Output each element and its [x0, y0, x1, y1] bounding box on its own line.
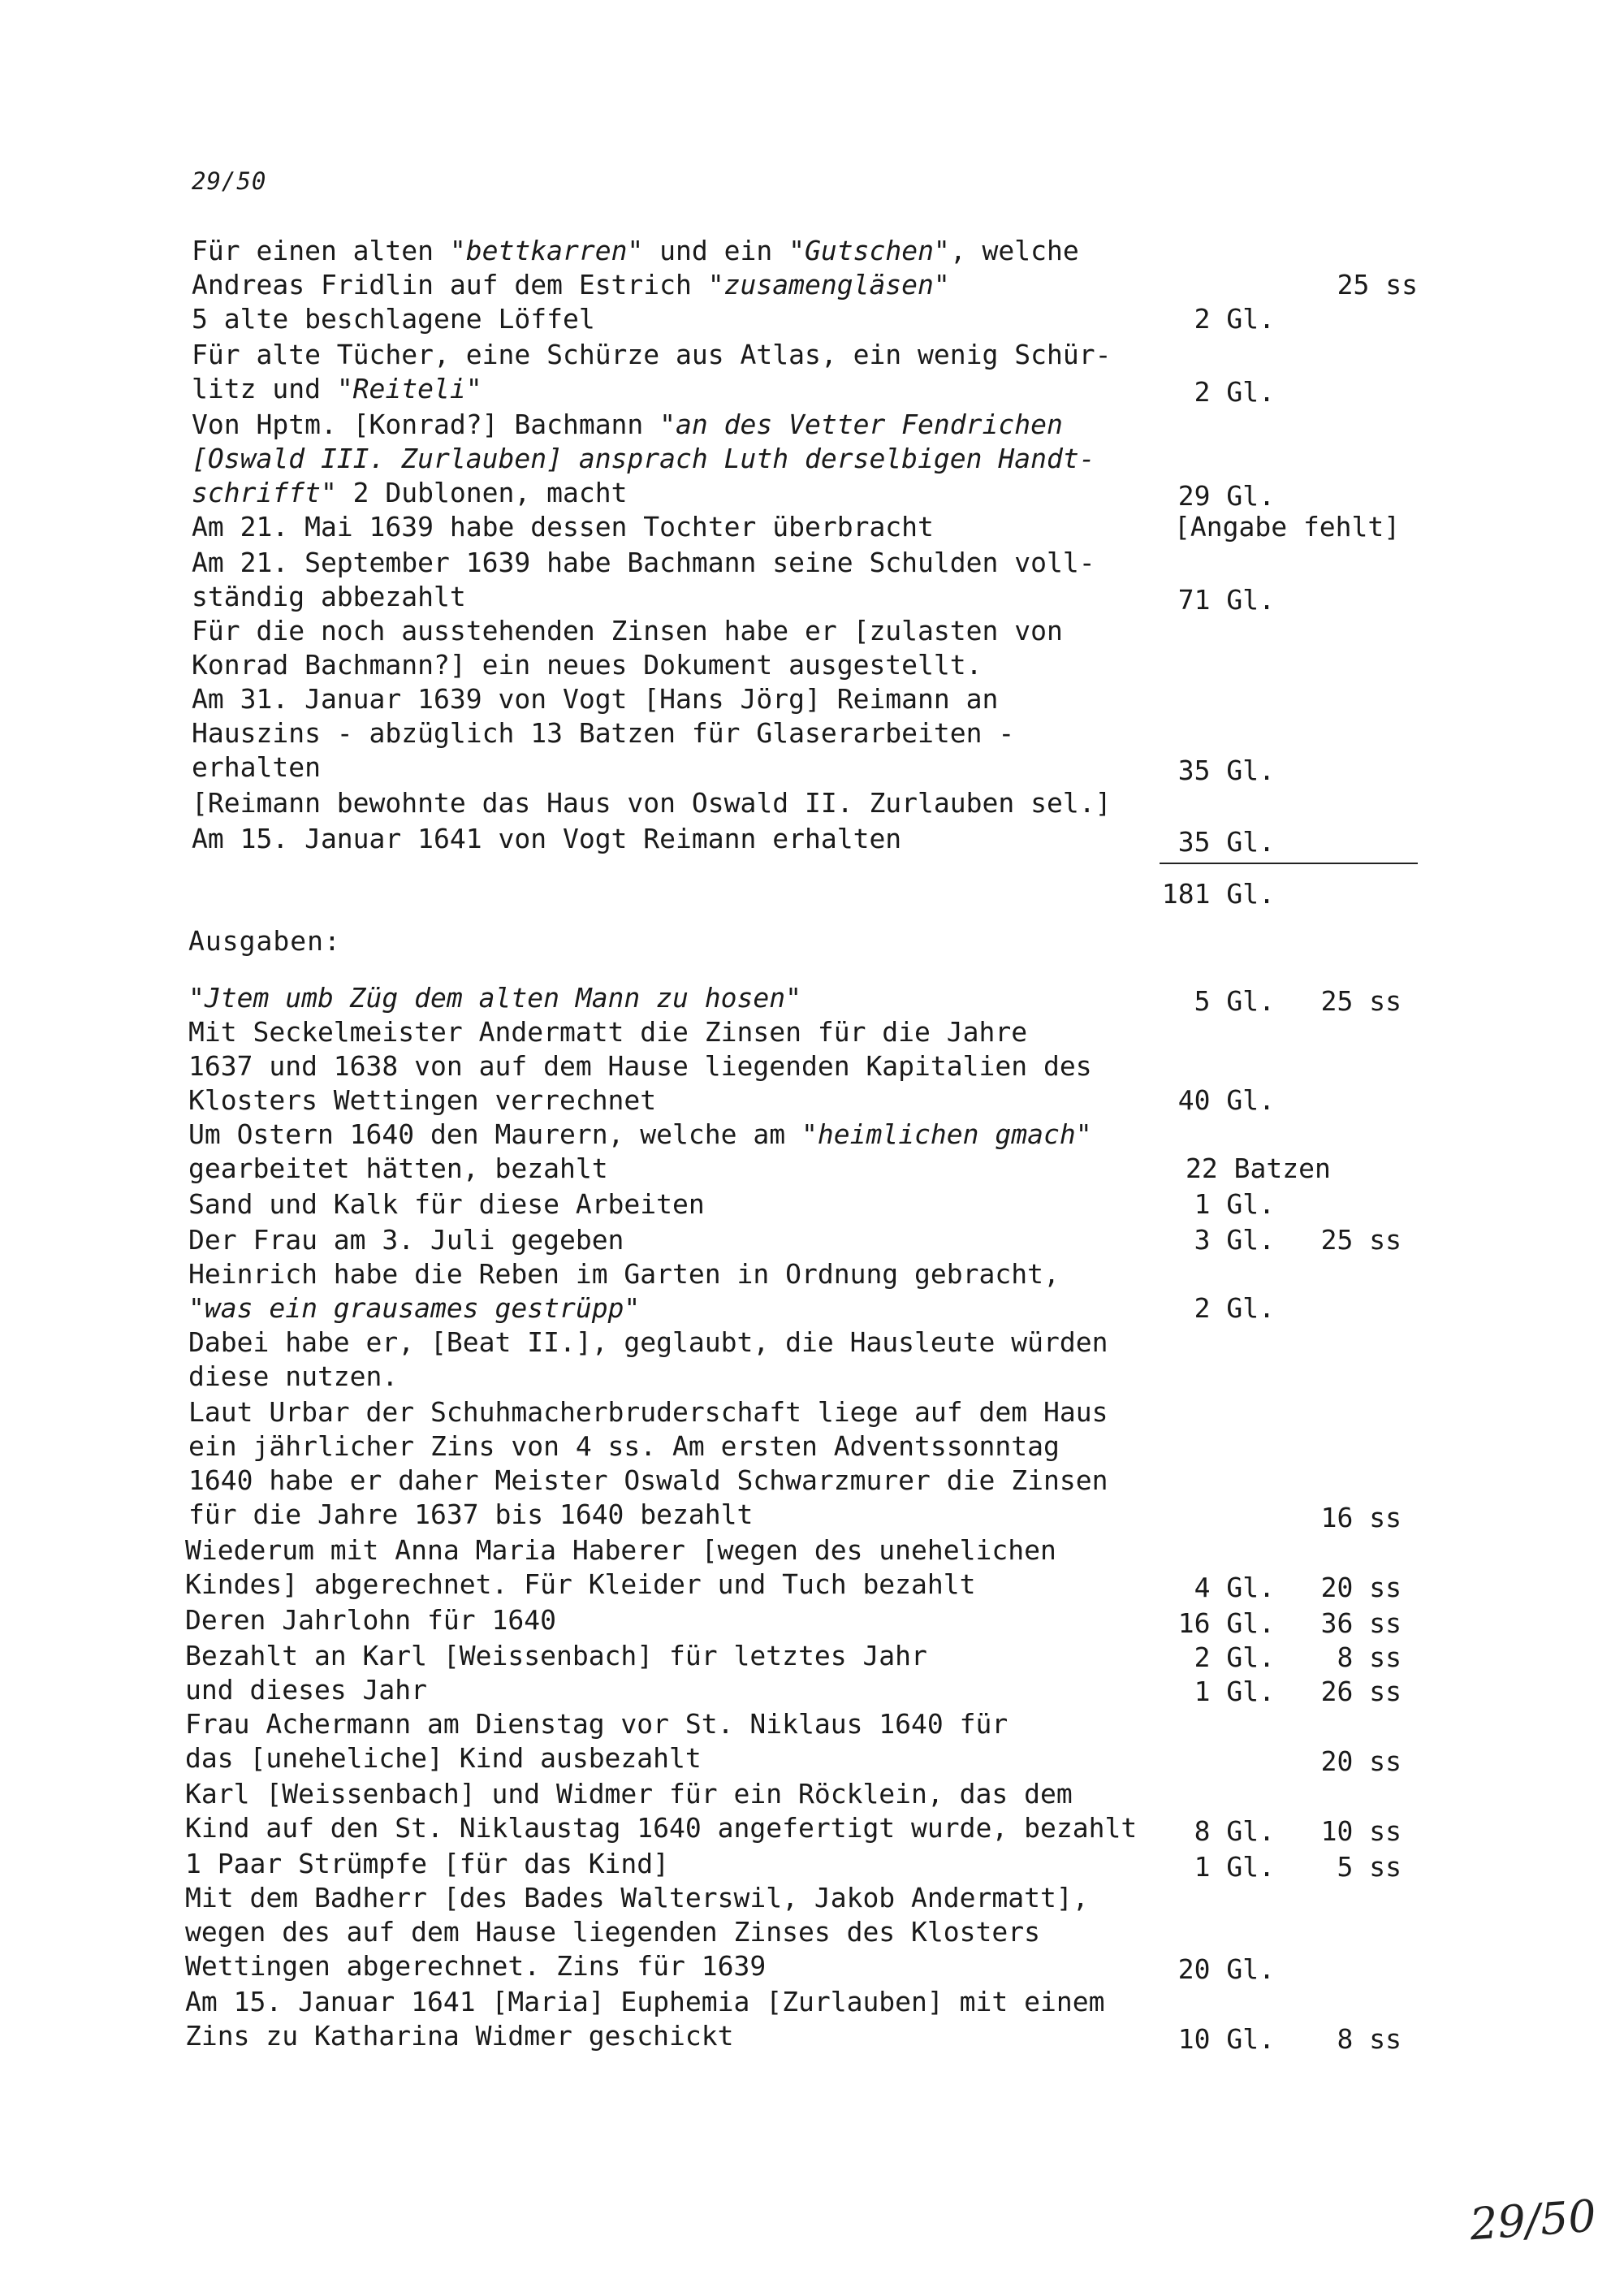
entry-line: "was ein grausames gestrüpp"	[188, 1292, 641, 1324]
entry-line: Hauszins - abzüglich 13 Batzen für Glaserarbeiten -	[192, 717, 1015, 749]
entry-line: und dieses Jahr	[185, 1674, 428, 1706]
entry-line: gearbeitet hätten, bezahlt	[188, 1152, 608, 1184]
expenses-heading: Ausgaben:	[188, 925, 341, 957]
entry-line: Am 15. Januar 1641 von Vogt Reimann erhalten	[192, 823, 902, 854]
amount-gl: 5 Gl.	[1194, 985, 1275, 1017]
amount-gl: 35 Gl.	[1177, 826, 1275, 858]
entry-line: Mit Seckelmeister Andermatt die Zinsen für die Jahre	[188, 1016, 1028, 1048]
entry-line: [Oswald III. Zurlauben] ansprach Luth derselbigen Handt-	[192, 443, 1095, 474]
entry-line: Konrad Bachmann?] ein neues Dokument ausgestellt.	[192, 649, 983, 681]
entry-line: Sand und Kalk für diese Arbeiten	[188, 1188, 705, 1220]
amount-ss: 16 ss	[1320, 1502, 1402, 1533]
entry-line: Mit dem Badherr [des Bades Walterswil, Jakob Andermatt],	[185, 1882, 1089, 1914]
amount-ss: 20 ss	[1320, 1745, 1402, 1777]
entry-line: das [uneheliche] Kind ausbezahlt	[185, 1742, 702, 1774]
amount-gl: 10 Gl.	[1177, 2023, 1275, 2055]
income-total: 181 Gl.	[1161, 878, 1275, 910]
amount-gl: 2 Gl.	[1194, 303, 1275, 335]
entry-line: 1637 und 1638 von auf dem Hause liegenden Kapitalien des	[188, 1050, 1092, 1082]
sum-rule	[1160, 863, 1418, 864]
entry-line: wegen des auf dem Hause liegenden Zinses des Klosters	[185, 1916, 1040, 1948]
entry-line: Kind auf den St. Niklaustag 1640 angefertigt wurde, bezahlt	[185, 1812, 1138, 1844]
entry-line: litz und "Reiteli"	[192, 373, 482, 404]
entry-line: Am 21. September 1639 habe Bachmann seine Schulden voll-	[192, 547, 1095, 578]
entry-line: Für alte Tücher, eine Schürze aus Atlas, ein wenig Schür-	[192, 339, 1112, 370]
entry-line: Karl [Weissenbach] und Widmer für ein Röcklein, das dem	[185, 1778, 1073, 1810]
entry-line: Von Hptm. [Konrad?] Bachmann "an des Vetter Fendrichen	[192, 409, 1063, 440]
amount-gl: 40 Gl.	[1177, 1084, 1275, 1116]
entry-line: Heinrich habe die Reben im Garten in Ordnung gebracht,	[188, 1258, 1060, 1290]
entry-line: Frau Achermann am Dienstag vor St. Niklaus 1640 für	[185, 1708, 1009, 1740]
entry-line: 5 alte beschlagene Löffel	[192, 303, 595, 335]
amount-gl: 29 Gl.	[1177, 480, 1275, 512]
entry-line: Klosters Wettingen verrechnet	[188, 1084, 657, 1116]
entry-line: für die Jahre 1637 bis 1640 bezahlt	[188, 1498, 754, 1530]
page-number: 29/50	[192, 167, 267, 195]
amount-gl: 35 Gl.	[1177, 755, 1275, 786]
amount-gl: 2 Gl.	[1194, 1292, 1275, 1324]
entry-line: Am 31. Januar 1639 von Vogt [Hans Jörg] Reimann an	[192, 683, 999, 715]
amount-gl: 8 Gl.	[1194, 1815, 1275, 1847]
amount-gl: 71 Gl.	[1177, 584, 1275, 616]
entry-line: ständig abbezahlt	[192, 581, 466, 612]
amount-missing: [Angabe fehlt]	[1174, 511, 1401, 543]
entry-line: Zins zu Katharina Widmer geschickt	[185, 2020, 734, 2052]
entry-line: Für einen alten "bettkarren" und ein "Gutschen", welche	[192, 235, 1079, 266]
entry-line: Wettingen abgerechnet. Zins für 1639	[185, 1950, 767, 1982]
amount-ss: 25 ss	[1337, 269, 1418, 301]
amount-gl: 2 Gl.	[1194, 1641, 1275, 1673]
entry-line: Andreas Fridlin auf dem Estrich "zusamengläsen"	[192, 269, 950, 301]
entry-line: 1640 habe er daher Meister Oswald Schwarzmurer die Zinsen	[188, 1464, 1108, 1496]
entry-line: 1 Paar Strümpfe [für das Kind]	[185, 1848, 670, 1879]
amount-ss: 8 ss	[1337, 2023, 1402, 2055]
entry-line: Kindes] abgerechnet. Für Kleider und Tuch bezahlt	[185, 1568, 976, 1600]
amount-ss: 25 ss	[1320, 1224, 1402, 1256]
entry-line: Bezahlt an Karl [Weissenbach] für letztes Jahr	[185, 1640, 927, 1671]
amount-gl: 20 Gl.	[1177, 1953, 1275, 1985]
amount-gl: 16 Gl.	[1177, 1607, 1275, 1639]
amount-gl: 1 Gl.	[1194, 1188, 1275, 1220]
entry-line: Am 15. Januar 1641 [Maria] Euphemia [Zurlauben] mit einem	[185, 1986, 1105, 2017]
entry-line: Laut Urbar der Schuhmacherbruderschaft liege auf dem Haus	[188, 1396, 1108, 1428]
entry-line: schrifft" 2 Dublonen, macht	[192, 477, 628, 508]
entry-line: Deren Jahrlohn für 1640	[185, 1604, 556, 1636]
amount-ss: 26 ss	[1320, 1676, 1402, 1707]
entry-line: diese nutzen.	[188, 1360, 399, 1392]
entry-line: Für die noch ausstehenden Zinsen habe er [zulasten von	[192, 615, 1063, 647]
entry-line: Am 21. Mai 1639 habe dessen Tochter überbracht	[192, 511, 934, 543]
amount-gl: 1 Gl.	[1194, 1851, 1275, 1883]
amount-ss: 8 ss	[1337, 1641, 1402, 1673]
entry-line: [Reimann bewohnte das Haus von Oswald II. Zurlauben sel.]	[192, 787, 1112, 819]
entry-line: Wiederum mit Anna Maria Haberer [wegen des unehelichen	[185, 1534, 1056, 1566]
amount-ss: 20 ss	[1320, 1572, 1402, 1603]
entry-line: ein jährlicher Zins von 4 ss. Am ersten Adventssonntag	[188, 1430, 1060, 1462]
entry-line: erhalten	[192, 751, 321, 783]
amount-ss: 5 ss	[1337, 1851, 1402, 1883]
entry-line: Um Ostern 1640 den Maurern, welche am "heimlichen gmach"	[188, 1118, 1092, 1150]
amount-batzen: 22 Batzen	[1186, 1152, 1331, 1184]
amount-gl: 3 Gl.	[1194, 1224, 1275, 1256]
entry-line: Der Frau am 3. Juli gegeben	[188, 1224, 624, 1256]
amount-gl: 2 Gl.	[1194, 376, 1275, 408]
handwritten-page-number: 29/50	[1467, 2190, 1598, 2251]
amount-gl: 1 Gl.	[1194, 1676, 1275, 1707]
amount-ss: 36 ss	[1320, 1607, 1402, 1639]
entry-line: Dabei habe er, [Beat II.], geglaubt, die Hausleute würden	[188, 1326, 1108, 1358]
amount-gl: 4 Gl.	[1194, 1572, 1275, 1603]
entry-line: "Jtem umb Züg dem alten Mann zu hosen"	[188, 982, 801, 1014]
amount-ss: 10 ss	[1320, 1815, 1402, 1847]
amount-ss: 25 ss	[1320, 985, 1402, 1017]
